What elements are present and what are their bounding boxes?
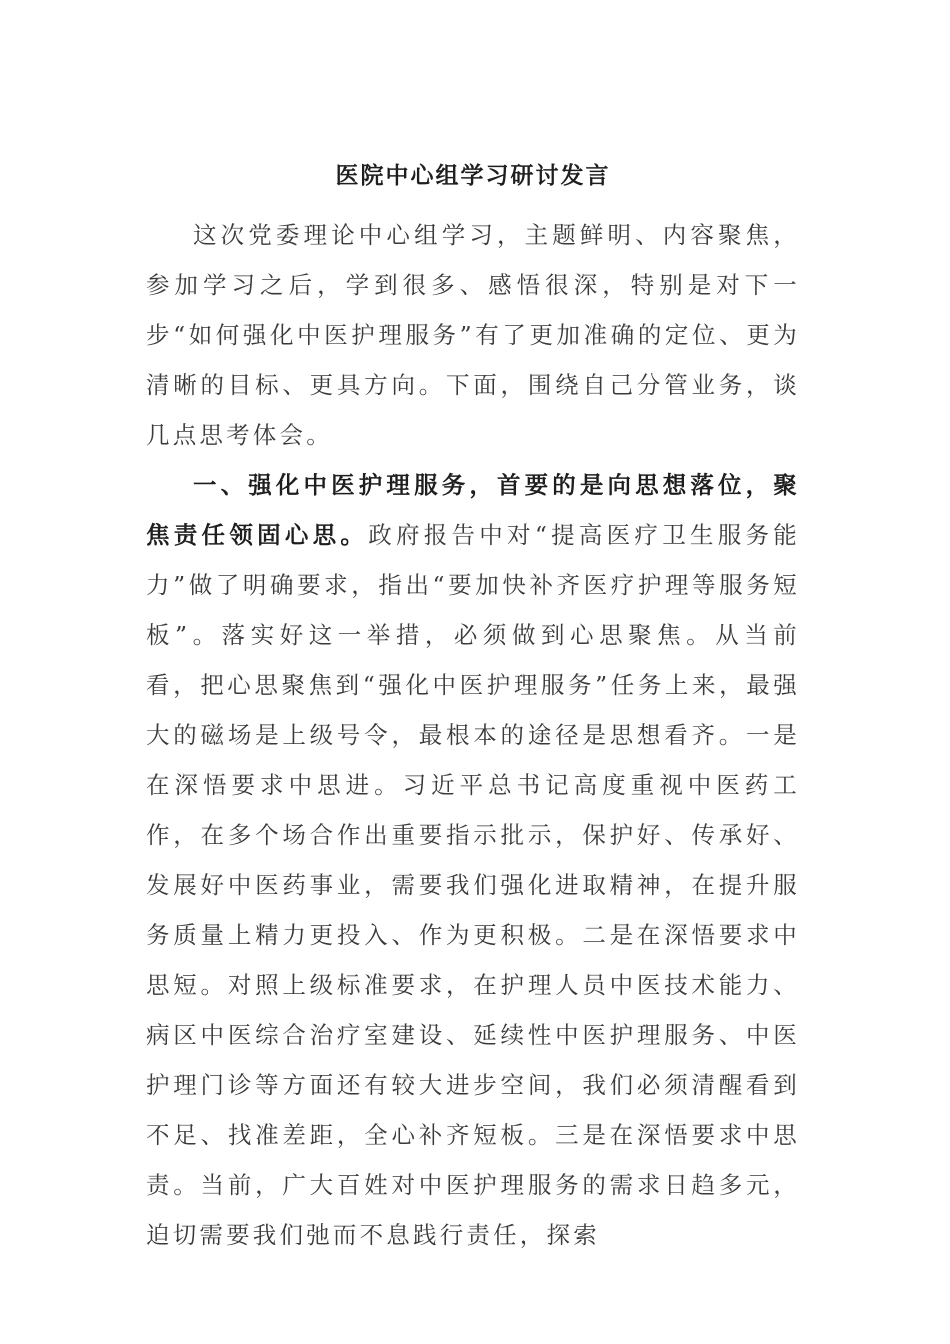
section-1-body: 政府报告中对“提高医疗卫生服务能力”做了明确要求，指出“要加快补齐医疗护理等服务短板”。落实好这一举措，必须做到心思聚焦。从当前看，把心思聚焦到“强化中医护理服务”任务上来，最强大的磁场是上级号令，最根本的途径是思想看齐。一是在深悟要求中思进。习近平总书记高度重视中医药工作，在多个场合作出重要指示批示，保护好、传承好、发展好中医药事业，需要我们强化进取精神，在提升服务质量上精力更投入、作为更积极。二是在深悟要求中思短。对照上级标准要求，在护理人员中医技术能力、病区中医综合治疗室建设、延续性中医护理服务、中医护理门诊等方面还有较大进步空间，我们必须清醒看到不足、找准差距，全心补齐短板。三是在深悟要求中思责。当前，广大百姓对中医护理服务的需求日趋多元，迫切需要我们弛而不息践行责任，探索: [146, 521, 800, 1249]
section-1-heading: 一、强化中医护理服务，首要的是向思想落位，聚焦责任领固心思。: [146, 471, 800, 549]
document-title: 医院中心组学习研讨发言: [335, 162, 611, 189]
paragraph-intro: [146, 210, 800, 460]
paragraph-section-1: [146, 460, 800, 1260]
paragraph-intro-text: 这次党委理论中心组学习，主题鲜明、内容聚焦，参加学习之后，学到很多、感悟很深，特别是对下一步“如何强化中医护理服务”有了更加准确的定位、更为清晰的目标、更具方向。下面，围绕自己分管业务，谈几点思考体会。: [146, 221, 800, 449]
document-page: [146, 150, 800, 1260]
